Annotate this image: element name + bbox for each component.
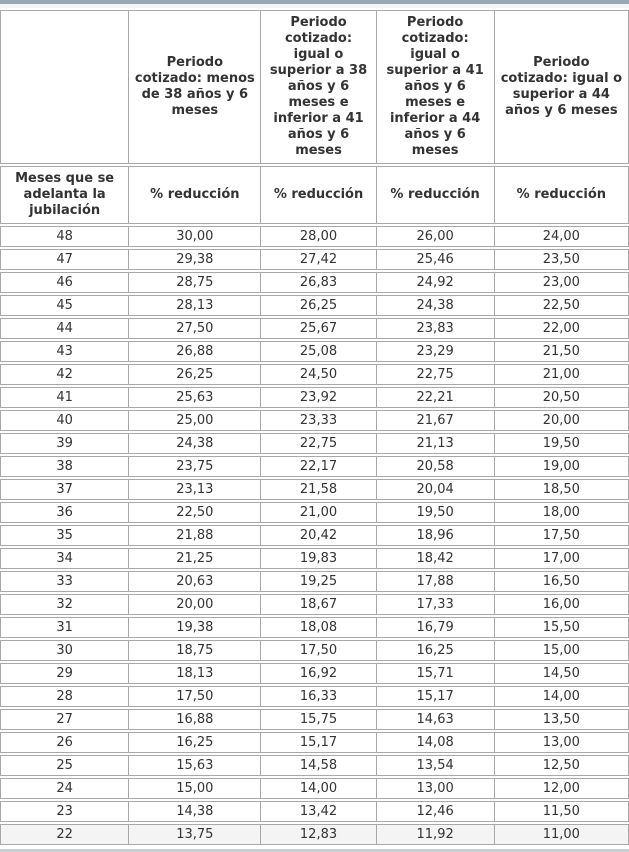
table-row — [0, 456, 629, 477]
reduction-cell: 11,50 — [494, 801, 629, 822]
reduction-cell: 13,00 — [376, 778, 494, 799]
reduction-cell: 17,00 — [494, 548, 629, 569]
table-row — [0, 410, 629, 431]
reduction-cell: 22,50 — [494, 295, 629, 316]
table-row — [0, 778, 629, 799]
table-row — [0, 548, 629, 569]
table-row — [0, 249, 629, 270]
reduction-cell: 12,83 — [260, 824, 375, 845]
table-row — [0, 594, 629, 615]
months-cell: 44 — [0, 318, 128, 339]
reduction-cell: 18,96 — [376, 525, 494, 546]
reduction-cell: 18,50 — [494, 479, 629, 500]
table-row — [0, 295, 629, 316]
reduction-cell: 14,63 — [376, 709, 494, 730]
reduction-cell: 18,42 — [376, 548, 494, 569]
reduction-cell: 21,00 — [260, 502, 375, 523]
reduction-cell: 15,00 — [128, 778, 260, 799]
reduction-cell: 23,92 — [260, 387, 375, 408]
reduction-cell: 19,50 — [376, 502, 494, 523]
reduction-cell: 25,46 — [376, 249, 494, 270]
reduction-cell: 15,50 — [494, 617, 629, 638]
table-row — [0, 226, 629, 247]
months-cell: 38 — [0, 456, 128, 477]
months-cell: 23 — [0, 801, 128, 822]
reduction-cell: 30,00 — [128, 226, 260, 247]
reduction-cell: 13,54 — [376, 755, 494, 776]
reduction-cell: 29,38 — [128, 249, 260, 270]
table-row — [0, 617, 629, 638]
reduction-cell: 14,38 — [128, 801, 260, 822]
reduction-cell: 21,13 — [376, 433, 494, 454]
reduction-cell: 24,38 — [376, 295, 494, 316]
months-cell: 22 — [0, 824, 128, 845]
reduction-cell: 24,92 — [376, 272, 494, 293]
reduction-cell: 13,50 — [494, 709, 629, 730]
reduction-cell: 17,50 — [128, 686, 260, 707]
period-header-over-44: Periodo cotizado: igual o superior a 44 años y 6 meses — [494, 10, 629, 164]
months-cell: 27 — [0, 709, 128, 730]
reduction-cell: 28,13 — [128, 295, 260, 316]
reduction-cell: 22,21 — [376, 387, 494, 408]
reduction-cell: 20,50 — [494, 387, 629, 408]
reduction-cell: 20,58 — [376, 456, 494, 477]
reduction-cell: 17,50 — [260, 640, 375, 661]
reduction-cell: 16,50 — [494, 571, 629, 592]
reduction-cell: 21,58 — [260, 479, 375, 500]
reduction-cell: 19,00 — [494, 456, 629, 477]
period-header-41-to-44: Periodo cotizado: igual o superior a 41 años y 6 meses e inferior a 44 años y 6 meses — [376, 10, 494, 164]
reduction-cell: 18,67 — [260, 594, 375, 615]
reduction-cell: 13,75 — [128, 824, 260, 845]
months-cell: 48 — [0, 226, 128, 247]
reduction-cell: 18,13 — [128, 663, 260, 684]
table-row — [0, 801, 629, 822]
reduction-cell: 16,33 — [260, 686, 375, 707]
table-row — [0, 640, 629, 661]
months-cell: 24 — [0, 778, 128, 799]
reduction-cell: 23,29 — [376, 341, 494, 362]
table-row — [0, 318, 629, 339]
reduction-cell: 12,50 — [494, 755, 629, 776]
reduction-cell: 16,00 — [494, 594, 629, 615]
months-cell: 28 — [0, 686, 128, 707]
reduction-cell: 15,00 — [494, 640, 629, 661]
reduction-cell: 11,00 — [494, 824, 629, 845]
reduction-cell: 26,00 — [376, 226, 494, 247]
reduction-cell: 15,17 — [260, 732, 375, 753]
reduction-cell: 21,88 — [128, 525, 260, 546]
months-cell: 33 — [0, 571, 128, 592]
months-cell: 34 — [0, 548, 128, 569]
reduction-cell: 23,13 — [128, 479, 260, 500]
table-row — [0, 732, 629, 753]
reduction-cell: 16,79 — [376, 617, 494, 638]
reduction-cell: 28,00 — [260, 226, 375, 247]
table-row — [0, 341, 629, 362]
table-row — [0, 502, 629, 523]
table-row — [0, 364, 629, 385]
reduction-cell: 14,58 — [260, 755, 375, 776]
reduction-cell: 16,25 — [376, 640, 494, 661]
reduction-cell: 20,00 — [128, 594, 260, 615]
reduction-cell: 19,38 — [128, 617, 260, 638]
period-header-less-38: Periodo cotizado: menos de 38 años y 6 meses — [128, 10, 260, 164]
reduction-cell: 21,50 — [494, 341, 629, 362]
reduction-cell: 19,50 — [494, 433, 629, 454]
reduction-cell: 26,25 — [128, 364, 260, 385]
reduction-cell: 17,33 — [376, 594, 494, 615]
reduction-cell: 25,00 — [128, 410, 260, 431]
table-row — [0, 824, 629, 845]
months-cell: 26 — [0, 732, 128, 753]
reduction-cell: 22,75 — [260, 433, 375, 454]
reduction-cell: 20,04 — [376, 479, 494, 500]
reduction-cell: 23,75 — [128, 456, 260, 477]
reduction-cell: 27,50 — [128, 318, 260, 339]
reduction-cell: 14,00 — [494, 686, 629, 707]
reduction-cell: 18,08 — [260, 617, 375, 638]
months-cell: 42 — [0, 364, 128, 385]
months-cell: 31 — [0, 617, 128, 638]
months-cell: 45 — [0, 295, 128, 316]
reduction-cell: 21,00 — [494, 364, 629, 385]
reduction-cell: 12,00 — [494, 778, 629, 799]
reduction-cell: 18,75 — [128, 640, 260, 661]
table-row — [0, 479, 629, 500]
reduction-cell: 15,75 — [260, 709, 375, 730]
months-cell: 40 — [0, 410, 128, 431]
reduction-cell: 23,00 — [494, 272, 629, 293]
reduction-column-label: % reducción — [260, 166, 375, 224]
period-header-38-to-41: Periodo cotizado: igual o superior a 38 años y 6 meses e inferior a 41 años y 6 meses — [260, 10, 375, 164]
reduction-cell: 18,00 — [494, 502, 629, 523]
months-cell: 46 — [0, 272, 128, 293]
subheader-row — [0, 166, 629, 224]
reduction-cell: 17,88 — [376, 571, 494, 592]
table-row — [0, 686, 629, 707]
reduction-cell: 24,00 — [494, 226, 629, 247]
table-row — [0, 387, 629, 408]
reduction-cell: 23,83 — [376, 318, 494, 339]
months-column-label: Meses que se adelanta la jubilación — [0, 166, 128, 224]
reduction-cell: 14,00 — [260, 778, 375, 799]
table-body — [0, 226, 629, 845]
pension-reduction-table — [0, 8, 629, 847]
table-row — [0, 663, 629, 684]
table-row — [0, 272, 629, 293]
reduction-cell: 22,17 — [260, 456, 375, 477]
reduction-cell: 27,42 — [260, 249, 375, 270]
reduction-cell: 25,67 — [260, 318, 375, 339]
reduction-cell: 23,50 — [494, 249, 629, 270]
reduction-cell: 21,67 — [376, 410, 494, 431]
reduction-cell: 14,08 — [376, 732, 494, 753]
reduction-cell: 12,46 — [376, 801, 494, 822]
months-cell: 35 — [0, 525, 128, 546]
reduction-cell: 23,33 — [260, 410, 375, 431]
reduction-cell: 20,00 — [494, 410, 629, 431]
months-cell: 25 — [0, 755, 128, 776]
months-cell: 37 — [0, 479, 128, 500]
table-row — [0, 755, 629, 776]
reduction-cell: 28,75 — [128, 272, 260, 293]
table-row — [0, 525, 629, 546]
months-cell: 43 — [0, 341, 128, 362]
reduction-cell: 19,83 — [260, 548, 375, 569]
reduction-cell: 19,25 — [260, 571, 375, 592]
reduction-cell: 22,00 — [494, 318, 629, 339]
reduction-cell: 15,17 — [376, 686, 494, 707]
reduction-cell: 15,63 — [128, 755, 260, 776]
months-cell: 47 — [0, 249, 128, 270]
reduction-cell: 25,08 — [260, 341, 375, 362]
reduction-cell: 20,42 — [260, 525, 375, 546]
reduction-cell: 26,25 — [260, 295, 375, 316]
reduction-cell: 11,92 — [376, 824, 494, 845]
empty-corner-cell — [0, 10, 128, 164]
reduction-cell: 16,25 — [128, 732, 260, 753]
reduction-cell: 17,50 — [494, 525, 629, 546]
reduction-cell: 24,50 — [260, 364, 375, 385]
table-header — [0, 10, 629, 224]
reduction-column-label: % reducción — [494, 166, 629, 224]
reduction-cell: 20,63 — [128, 571, 260, 592]
reduction-cell: 25,63 — [128, 387, 260, 408]
reduction-cell: 14,50 — [494, 663, 629, 684]
reduction-cell: 24,38 — [128, 433, 260, 454]
reduction-column-label: % reducción — [128, 166, 260, 224]
reduction-cell: 22,50 — [128, 502, 260, 523]
months-cell: 39 — [0, 433, 128, 454]
reduction-cell: 13,42 — [260, 801, 375, 822]
reduction-cell: 15,71 — [376, 663, 494, 684]
reduction-cell: 26,83 — [260, 272, 375, 293]
table-row — [0, 709, 629, 730]
reduction-cell: 22,75 — [376, 364, 494, 385]
table-row — [0, 433, 629, 454]
months-cell: 29 — [0, 663, 128, 684]
months-cell: 30 — [0, 640, 128, 661]
reduction-cell: 16,88 — [128, 709, 260, 730]
reduction-cell: 21,25 — [128, 548, 260, 569]
reduction-column-label: % reducción — [376, 166, 494, 224]
table-row — [0, 571, 629, 592]
months-cell: 32 — [0, 594, 128, 615]
months-cell: 41 — [0, 387, 128, 408]
reduction-cell: 13,00 — [494, 732, 629, 753]
reduction-cell: 16,92 — [260, 663, 375, 684]
reduction-cell: 26,88 — [128, 341, 260, 362]
months-cell: 36 — [0, 502, 128, 523]
period-header-row — [0, 10, 629, 164]
